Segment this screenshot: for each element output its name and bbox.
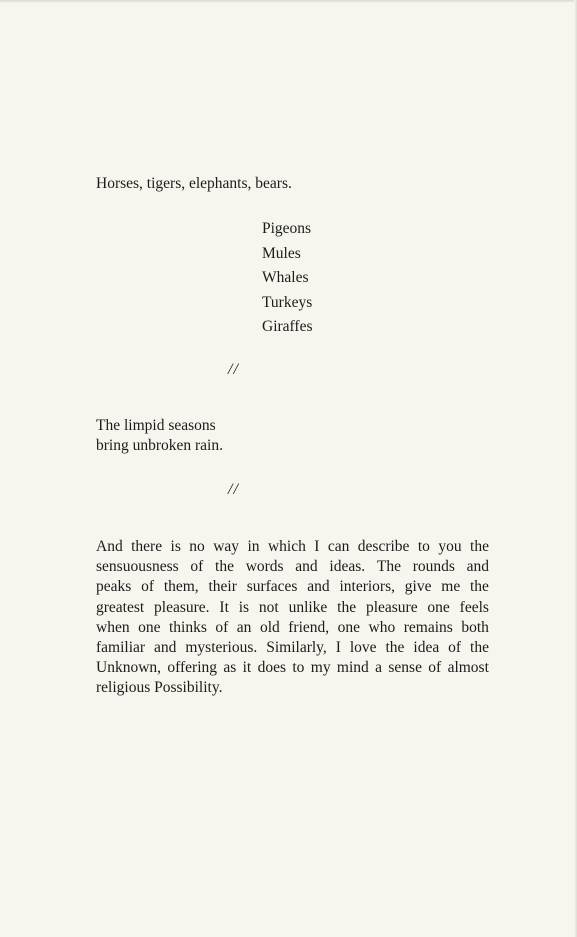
prose-word: sense [388,659,422,677]
prose-word: there [131,538,163,555]
prose-word: ideas. [329,558,366,576]
page-top-edge [0,0,577,3]
prose-word: pleasure [365,598,418,616]
prose-word: and [466,558,489,576]
prose-word: to [292,659,305,677]
prose-word: It [219,598,229,616]
animal-item: Pigeons [262,220,312,237]
animal-item: Whales [262,269,309,286]
prose-word: one [337,618,361,636]
prose-word: them, [163,578,199,596]
section-divider: // [228,361,239,378]
prose-word: of [215,618,229,636]
prose-word: almost [447,659,489,677]
animal-item: Turkeys [262,293,313,311]
animal-item: Mules [262,244,301,262]
prose-word: Similarly, [266,639,327,657]
prose-word: and [307,578,330,596]
prose-line [96,537,489,557]
prose-word: Unknown, [96,659,162,677]
stanza [96,416,223,456]
animal-list [262,217,313,340]
prose-line [96,618,489,638]
prose-word: feels [459,598,489,616]
prose-word: as [223,659,237,677]
prose-word: no [189,538,205,555]
prose-word: And [96,538,123,555]
prose-word: unlike [288,598,328,616]
prose-word: of [428,659,442,677]
prose-line [96,658,489,678]
prose-word: and [154,639,177,657]
stanza-line: The limpid seasons [96,417,216,434]
prose-word: of [448,639,462,657]
prose-paragraph [96,537,489,699]
prose-word: which [267,538,306,555]
prose-word: does [257,659,287,677]
intro-line: Horses, tigers, elephants, bears. [96,175,292,192]
prose-word: surfaces [246,578,298,596]
prose-word: an [236,618,252,636]
prose-word: is [238,598,250,616]
prose-word: me [441,578,461,596]
prose-word: can [327,538,350,555]
prose-word: The [376,558,401,576]
prose-line [96,577,489,597]
prose-line [96,638,489,658]
prose-word: give [404,578,432,596]
prose-word: pleasure. [154,598,210,616]
prose-word: of [141,578,155,596]
prose-word: mind [336,659,369,677]
prose-word: offering [167,659,218,677]
prose-word: describe [357,538,410,555]
prose-word: and [295,558,318,576]
prose-word: is [170,538,181,555]
stanza-line: bring unbroken rain. [96,437,223,454]
prose-word: one [427,598,450,616]
prose-word: my [310,659,331,677]
prose-word: not [258,598,279,616]
prose-line [96,598,489,618]
prose-word: way [213,538,240,555]
prose-word: it [242,659,252,677]
prose-word: familiar [96,639,146,657]
prose-line [96,557,489,577]
prose-word: friend, [288,618,330,636]
prose-word: mysterious. [185,639,258,657]
prose-word: old [259,618,280,636]
prose-word: you [438,538,462,555]
prose-word: interiors, [339,578,395,596]
prose-word: love [349,639,377,657]
prose-word: the [470,639,489,657]
prose-word: rounds [412,558,455,576]
prose-word: remains [403,618,453,636]
prose-word: their [208,578,237,596]
prose-word: the [385,639,405,657]
prose-word: I [335,639,341,657]
prose-word: when [96,618,130,636]
prose-word: sensuousness [96,558,179,576]
prose-word: the [215,558,234,576]
prose-word: the [470,578,489,596]
prose-word: one [138,618,161,636]
prose-word: of [190,558,204,576]
prose-word: both [461,618,489,636]
prose-word: idea [413,639,440,657]
prose-line: religious Possibility. [96,679,223,697]
prose-word: thinks [168,618,207,636]
prose-word: words [245,558,284,576]
prose-word: the [337,598,357,616]
prose-word: the [470,538,489,555]
prose-word: to [417,538,430,555]
section-divider: // [228,481,239,498]
prose-word: peaks [96,578,132,596]
prose-word: who [368,618,396,636]
animal-item: Giraffes [262,318,313,335]
prose-word: I [314,538,320,555]
prose-word: a [375,659,383,677]
prose-word: in [247,538,260,555]
prose-word: greatest [96,598,145,616]
